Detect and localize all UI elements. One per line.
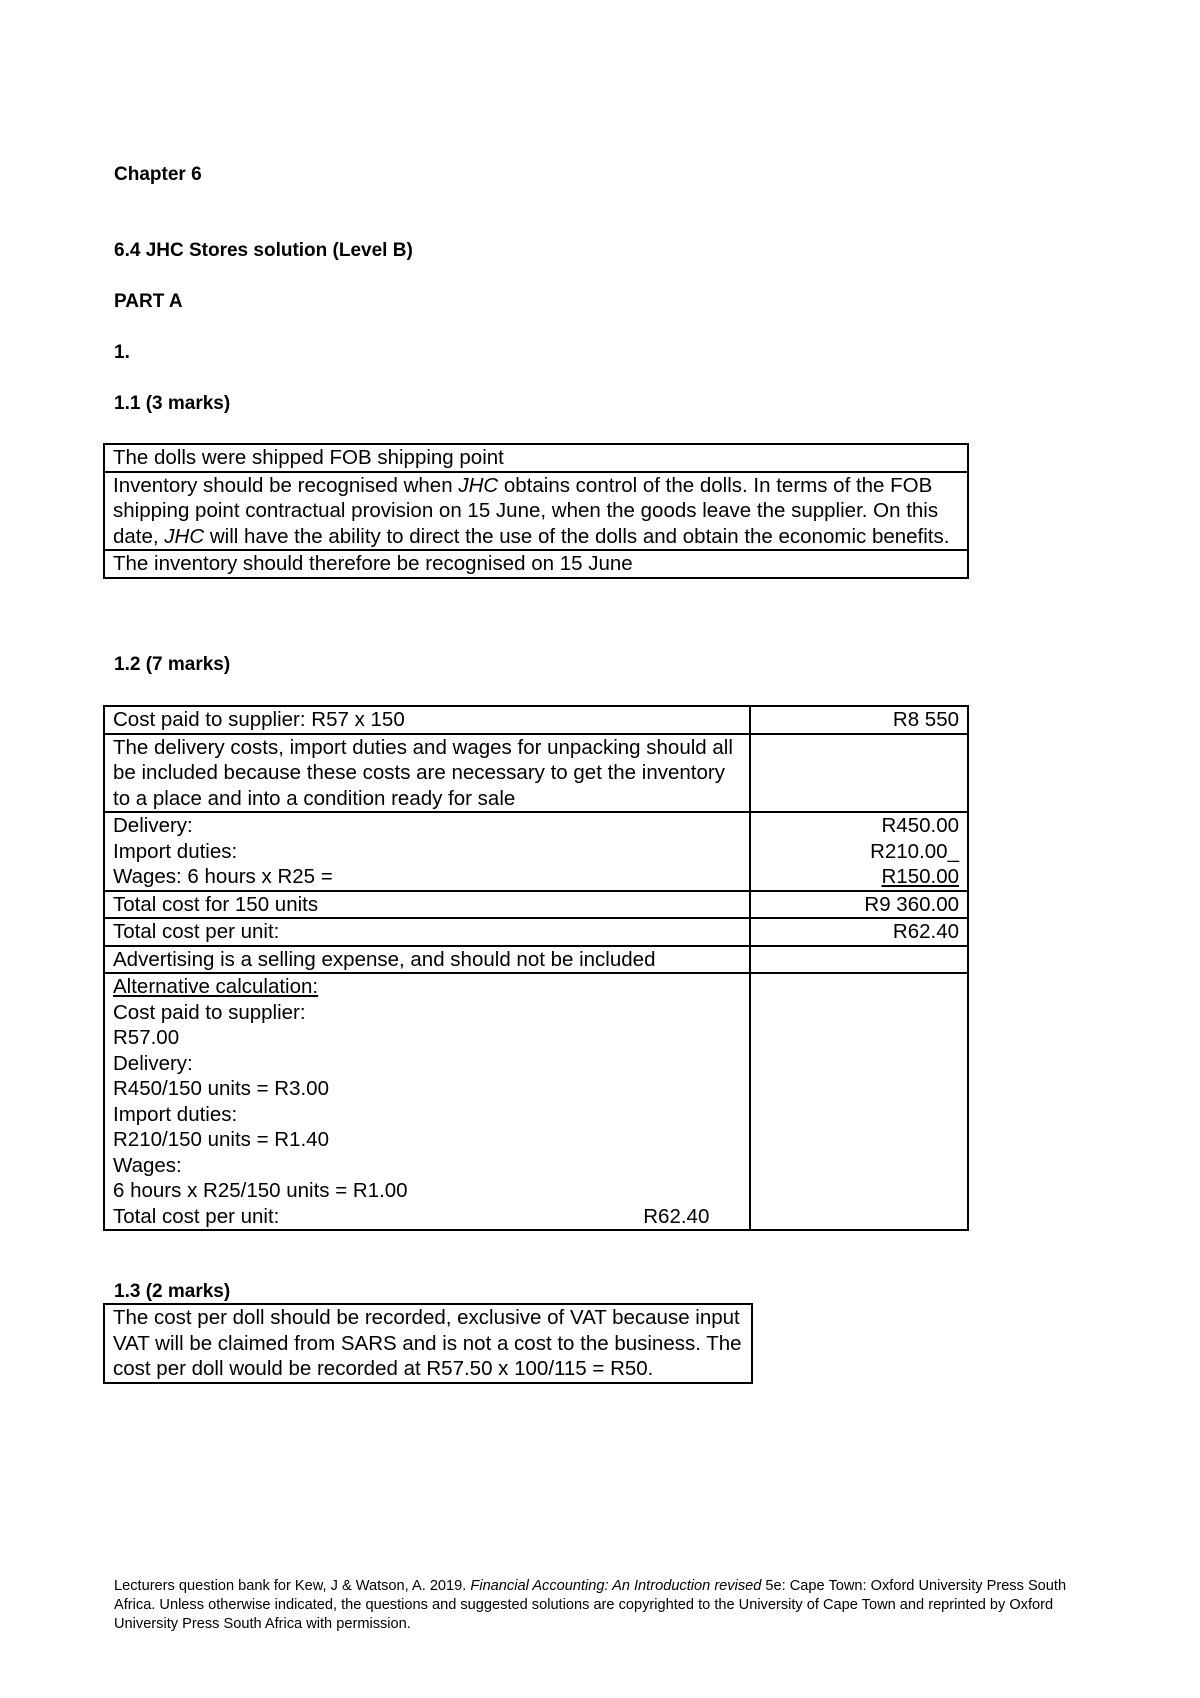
text-segment: JHC — [458, 473, 499, 497]
table-cell: The dolls were shipped FOB shipping point — [104, 444, 968, 472]
cost-value: R150.00 — [881, 865, 959, 888]
table-cell — [750, 812, 968, 891]
table-cell: R62.40 — [750, 918, 968, 946]
text-segment: Inventory should be recognised when — [113, 473, 459, 497]
section-1-1-table — [103, 443, 969, 579]
alternative-total — [113, 1204, 741, 1230]
footer-text: 5e: Cape Town: Oxford University Press South Africa. Unless otherwise indicated, the questions and suggested solutions are copyrighted to the University of Cape Town and reprinted by Oxford University Press South Africa with permission. — [114, 1578, 1067, 1632]
table-row — [104, 734, 968, 813]
question-number: 1. — [114, 342, 130, 363]
section-1-1-heading: 1.1 (3 marks) — [114, 393, 231, 414]
table-row — [104, 946, 968, 974]
table-row — [104, 1304, 752, 1383]
alternative-total-value: R62.40 — [643, 1204, 710, 1228]
chapter-heading: Chapter 6 — [114, 164, 202, 185]
text-segment: JHC — [164, 524, 205, 548]
alternative-line: Cost paid to supplier: — [113, 1000, 306, 1024]
cost-value: R210.00_ — [870, 839, 959, 863]
table-cell: R9 360.00 — [750, 891, 968, 919]
section-1-3-table — [103, 1303, 753, 1384]
alternative-line: 6 hours x R25/150 units = R1.00 — [113, 1179, 408, 1202]
table-cell: Total cost per unit: — [104, 918, 750, 946]
table-cell: The delivery costs, import duties and wages for unpacking should all be included because these costs are necessary to get the inventory to a place and into a condition ready for sale — [104, 734, 750, 813]
alternative-line: Delivery: — [113, 1051, 193, 1075]
alternative-line: R210/150 units = R1.40 — [113, 1128, 329, 1151]
section-1-2-heading: 1.2 (7 marks) — [114, 654, 231, 675]
document-title: 6.4 JHC Stores solution (Level B) — [114, 240, 413, 261]
table-cell — [104, 472, 968, 551]
table-row — [104, 550, 968, 578]
table-cell: The inventory should therefore be recognised on 15 June — [104, 550, 968, 578]
footer-text: Lecturers question bank for Kew, J & Watson, A. 2019. — [114, 1578, 471, 1594]
table-row — [104, 444, 968, 472]
cost-label: Wages: 6 hours x R25 = — [113, 865, 333, 888]
table-row — [104, 706, 968, 734]
alternative-line: R57.00 — [113, 1026, 180, 1049]
alternative-total-label: Total cost per unit: — [113, 1204, 280, 1228]
table-row — [104, 891, 968, 919]
table-cell: The cost per doll should be recorded, exclusive of VAT because input VAT will be claimed from SARS and is not a cost to the business. The cost per doll would be recorded at R57.50 x 100/115 = R50. — [104, 1304, 752, 1383]
table-cell: Cost paid to supplier: R57 x 150 — [104, 706, 750, 734]
table-row — [104, 918, 968, 946]
section-1-2-table — [103, 705, 969, 1231]
cost-label: Import duties: — [113, 839, 238, 863]
footer-note — [114, 1577, 1104, 1634]
table-cell — [104, 812, 750, 891]
table-cell: R8 550 — [750, 706, 968, 734]
table-cell — [104, 973, 750, 1230]
text-segment: will have the ability to direct the use of the dolls and obtain the economic benefits. — [204, 524, 950, 548]
table-row — [104, 812, 968, 891]
alternative-line: Import duties: — [113, 1102, 238, 1126]
alternative-heading: Alternative calculation: — [113, 975, 319, 998]
cost-label: Delivery: — [113, 814, 193, 837]
section-1-3-heading: 1.3 (2 marks) — [114, 1281, 231, 1302]
table-row — [104, 973, 968, 1230]
alternative-line: Wages: — [113, 1153, 182, 1177]
alternative-line: R450/150 units = R3.00 — [113, 1077, 329, 1100]
cost-value: R450.00 — [881, 814, 959, 837]
table-row — [104, 472, 968, 551]
footer-book-title: Financial Accounting: An Introduction revised — [470, 1578, 762, 1594]
text-segment: obtains control of the dolls. In terms of the FOB shipping point contractual provision on 15 June, when the goods leave the supplier. On this date, — [113, 473, 939, 548]
table-cell — [750, 734, 968, 813]
part-heading: PART A — [114, 291, 183, 312]
table-cell: Total cost for 150 units — [104, 891, 750, 919]
table-cell: Advertising is a selling expense, and should not be included — [104, 946, 750, 974]
table-cell — [750, 946, 968, 974]
table-cell — [750, 973, 968, 1230]
